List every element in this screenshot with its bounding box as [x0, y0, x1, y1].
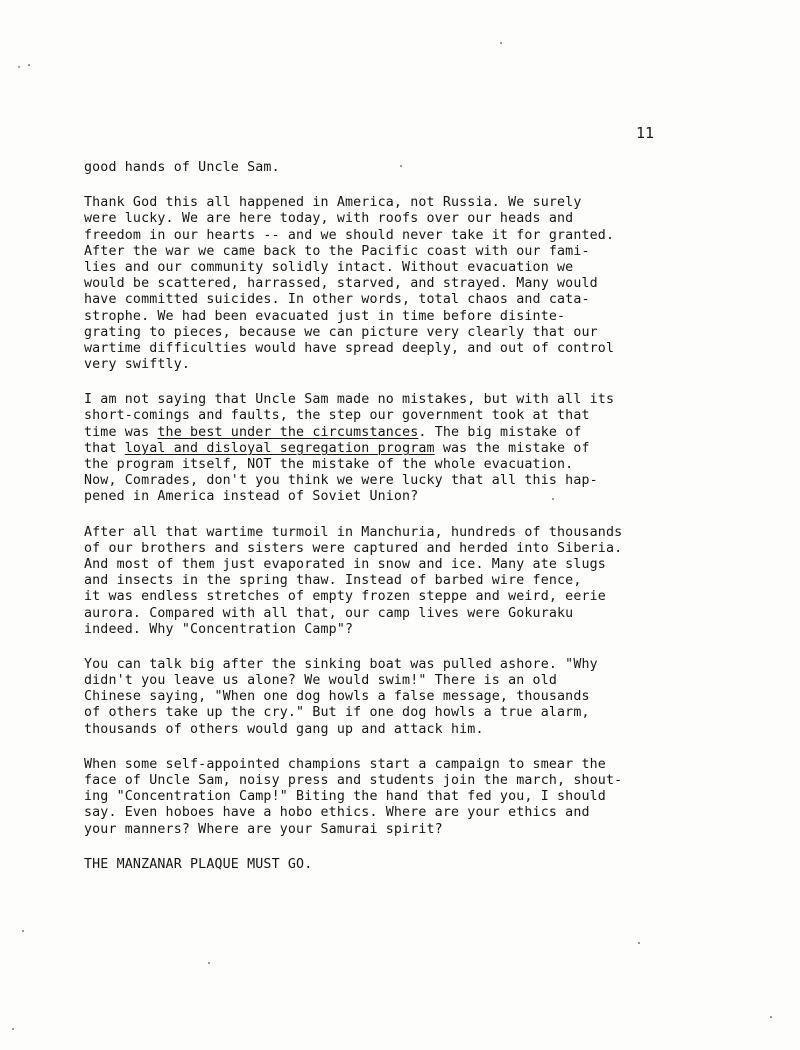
text-segment: that [84, 440, 125, 456]
text-segment: . The big mistake of [418, 424, 582, 440]
text-line: short-comings and faults, the step our government took at that [84, 408, 590, 424]
text-line: have committed suicides. In other words, total chaos and cata- [84, 292, 590, 308]
text-line: were lucky. We are here today, with roofs over our heads and [84, 211, 574, 227]
underlined-phrase: the best under the circumstances [157, 424, 419, 440]
text-line: lies and our community solidly intact. Without evacuation we [84, 259, 574, 275]
text-line [84, 425, 784, 441]
underlined-phrase: loyal and disloyal segregation program [124, 440, 435, 456]
text-line: of others take up the cry." But if one dog howls a true alarm, [84, 705, 590, 721]
text-line: After the war we came back to the Pacific coast with our fami- [84, 243, 590, 259]
paragraph [84, 392, 784, 505]
text-line: strophe. We had been evacuated just in time before disinte- [84, 308, 566, 324]
paragraph [84, 195, 784, 373]
text-segment: was the mistake of [434, 440, 590, 456]
scan-speck [552, 498, 554, 500]
text-line: grating to pieces, because we can picture very clearly that our [84, 324, 598, 340]
text-line: Thank God this all happened in America, not Russia. We surely [84, 195, 582, 211]
scan-speck [28, 64, 30, 66]
text-line: After all that wartime turmoil in Manchuria, hundreds of thousands [84, 524, 623, 540]
text-line: indeed. Why "Concentration Camp"? [84, 621, 354, 637]
text-line: You can talk big after the sinking boat was pulled ashore. "Why [84, 656, 598, 672]
scan-speck [18, 66, 20, 68]
text-line: aurora. Compared with all that, our camp lives were Gokuraku [84, 605, 574, 621]
text-line: and insects in the spring thaw. Instead of barbed wire fence, [84, 573, 582, 589]
text-line: the program itself, NOT the mistake of the whole evacuation. [84, 457, 574, 472]
text-line: THE MANZANAR PLAQUE MUST GO. [84, 856, 313, 872]
scan-speck [638, 942, 640, 944]
text-line: And most of them just evaporated in snow and ice. Many ate slugs [84, 556, 606, 572]
text-line: When some self-appointed champions start a campaign to smear the [84, 756, 606, 772]
scan-speck [12, 1028, 14, 1030]
text-line: would be scattered, harrassed, starved, and strayed. Many would [84, 276, 598, 292]
paragraph [84, 657, 784, 738]
scan-speck [500, 42, 502, 44]
text-line: Chinese saying, "When one dog howls a false message, thousands [84, 689, 590, 705]
paragraph [84, 160, 784, 176]
text-segment: time was [84, 424, 158, 440]
text-line: thousands of others would gang up and attack him. [84, 721, 484, 737]
text-line: wartime difficulties would have spread deeply, and out of control [84, 340, 615, 356]
scan-speck [208, 962, 210, 964]
scan-speck [400, 165, 402, 167]
text-line: ing "Concentration Camp!" Biting the hand that fed you, I should [84, 789, 606, 805]
text-line: pened in America instead of Soviet Union? [84, 489, 419, 505]
paragraph [84, 857, 784, 873]
document-body [84, 160, 784, 892]
text-line: freedom in our hearts -- and we should never take it for granted. [84, 227, 615, 243]
page-number: 11 [636, 124, 655, 142]
scan-speck [770, 1016, 772, 1018]
text-line: Now, Comrades, don't you think we were lucky that all this hap- [84, 473, 598, 489]
text-line: face of Uncle Sam, noisy press and students join the march, shout- [84, 773, 623, 788]
text-line: your manners? Where are your Samurai spirit? [84, 821, 443, 837]
text-line: I am not saying that Uncle Sam made no mistakes, but with all its [84, 392, 615, 408]
paragraph [84, 757, 784, 838]
scan-speck [22, 930, 24, 932]
paragraph [84, 525, 784, 638]
text-line: good hands of Uncle Sam. [84, 160, 280, 175]
text-line: it was endless stretches of empty frozen steppe and weird, eerie [84, 589, 606, 605]
text-line: didn't you leave us alone? We would swim!" There is an old [84, 673, 558, 689]
text-line: very swiftly. [84, 357, 191, 373]
text-line: say. Even hoboes have a hobo ethics. Where are your ethics and [84, 805, 590, 821]
text-line [84, 441, 784, 457]
text-line: of our brothers and sisters were captured and herded into Siberia. [84, 540, 623, 556]
